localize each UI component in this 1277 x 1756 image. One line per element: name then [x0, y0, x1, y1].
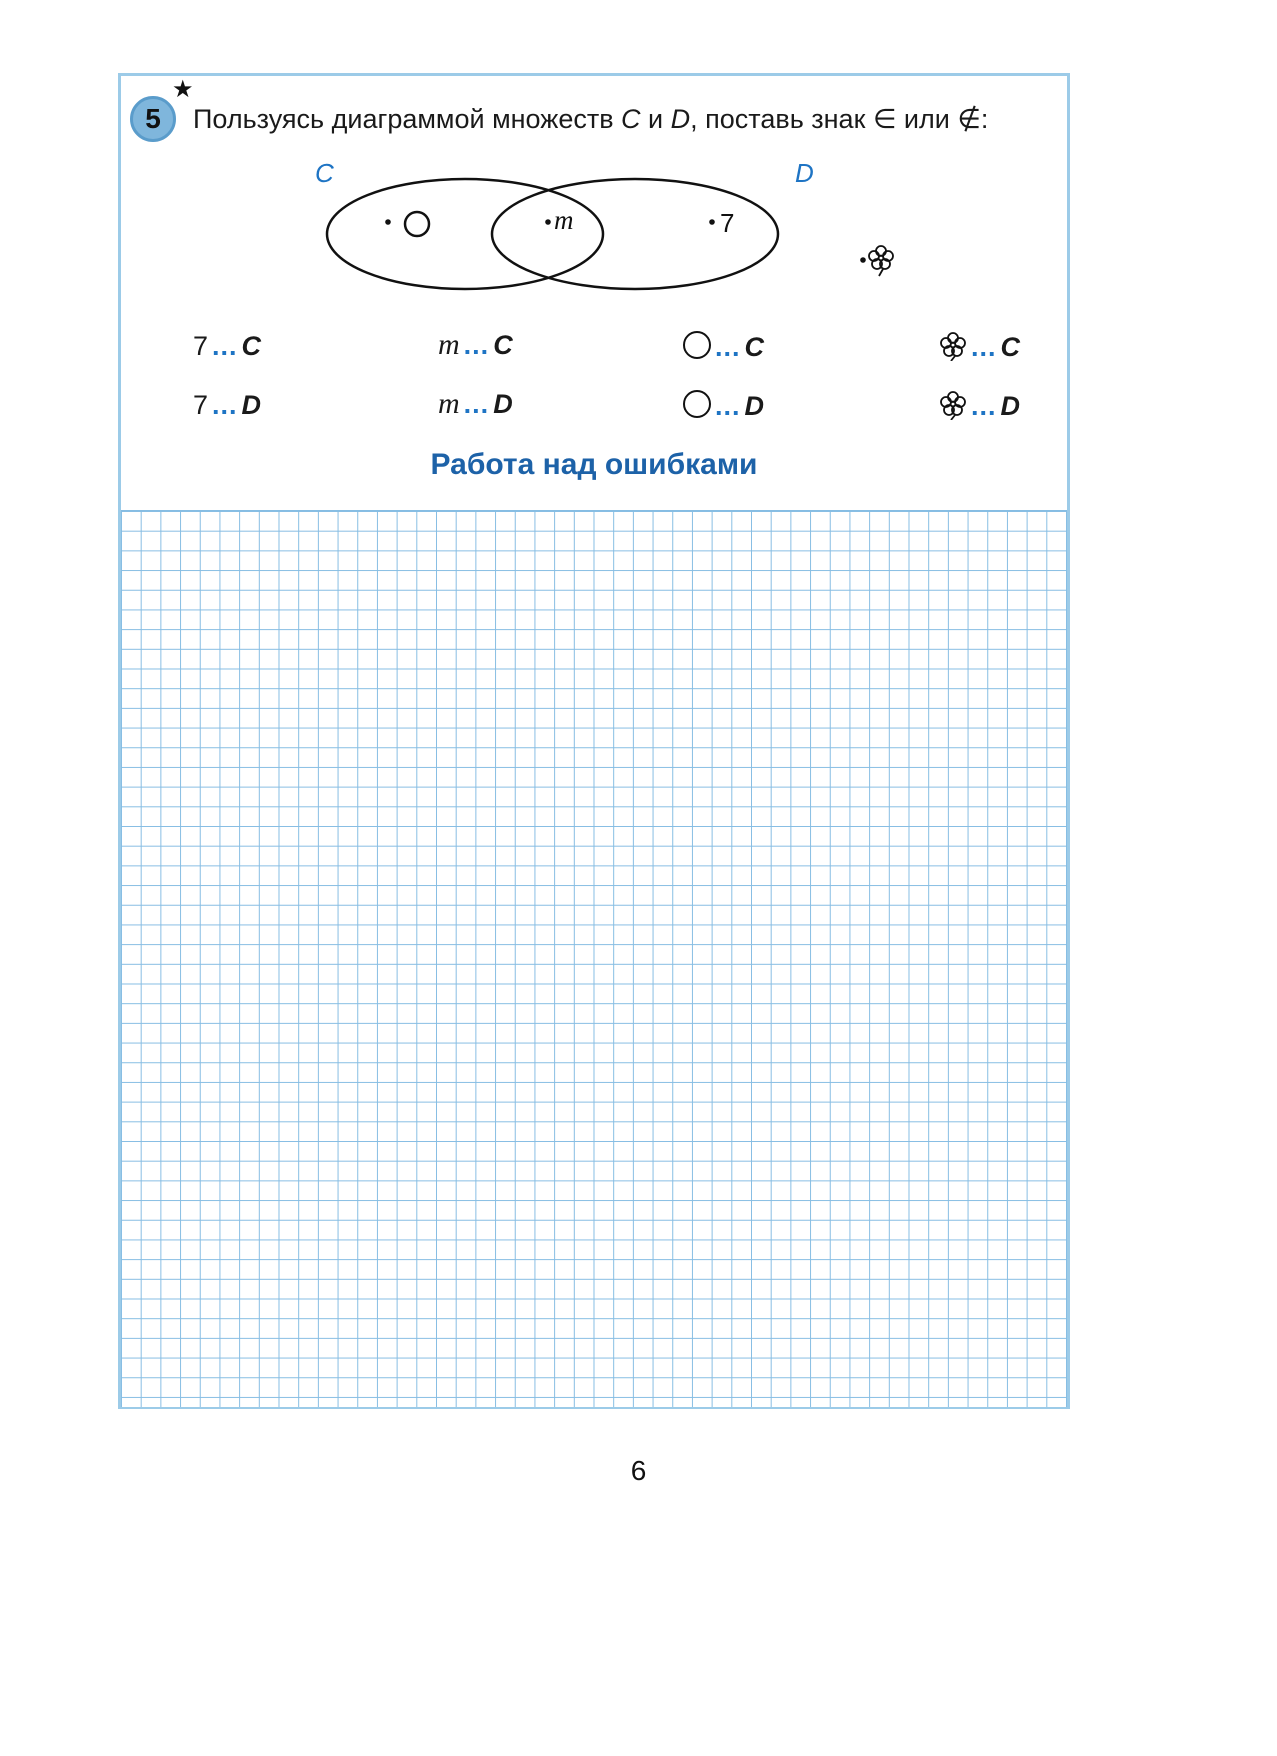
flower-icon [869, 246, 893, 276]
flower-icon [939, 331, 967, 361]
element-7-dot [709, 219, 715, 225]
exercise-m-c: m ... C [438, 328, 513, 361]
difficulty-star-icon: ★ [172, 76, 194, 103]
element-circle-dot [385, 219, 391, 225]
outside-flower [857, 240, 897, 280]
graph-paper-grid[interactable] [121, 510, 1067, 1407]
exercise-circle-c: ... C [683, 331, 764, 363]
circle-icon [683, 390, 711, 418]
set-d-ellipse [492, 179, 778, 289]
section-title: Работа над ошибками [430, 448, 758, 481]
element-circle-icon [405, 212, 429, 236]
element-m-dot [545, 219, 551, 225]
set-c-label: C [315, 160, 334, 188]
element-7: 7 [720, 208, 735, 238]
element-m: m [554, 205, 574, 235]
exercise-7-d: 7 ... D [193, 390, 262, 420]
page-number: 6 [630, 1455, 647, 1486]
circle-icon [683, 331, 711, 359]
set-d-label: D [795, 160, 814, 188]
exercise-flower-c: ... C [939, 331, 1020, 363]
exercise-m-d: m ... D [438, 387, 513, 420]
exercise-flower-d: ... D [939, 390, 1020, 422]
task-number-badge: 5 [130, 96, 176, 142]
flower-icon [939, 390, 967, 420]
exercise-7-c: 7 ... C [193, 331, 262, 361]
exercise-circle-d: ... D [683, 390, 764, 422]
outside-flower-dot [860, 257, 866, 263]
venn-diagram [300, 160, 860, 300]
task-instruction: Пользуясь диаграммой множеств C и D, поставь знак ∈ или ∉: [193, 104, 989, 134]
